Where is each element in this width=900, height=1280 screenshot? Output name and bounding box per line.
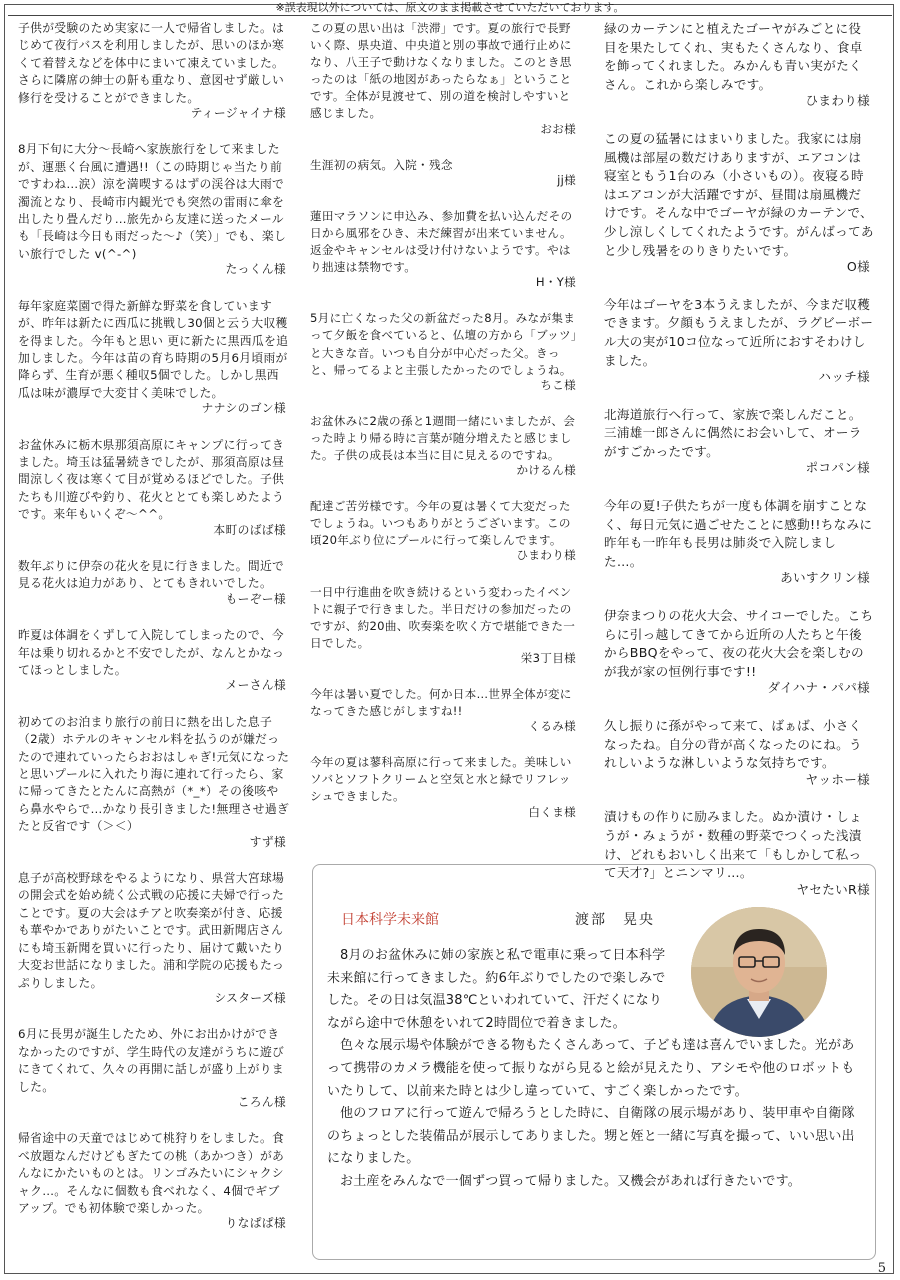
comment-author: かけるん様 — [516, 463, 576, 478]
comment-author: ひまわり様 — [805, 93, 870, 109]
comment-author: おお様 — [540, 121, 576, 136]
comment-author: O様 — [846, 259, 870, 275]
comment-author: たっくん様 — [225, 262, 286, 277]
reader-comment — [18, 20, 290, 122]
comment-text: 息子が高校野球をやるようになり、県営大宮球場の開会式を始め続く公式戦の応援に夫婦で行ったことです。夏の大会はチアと吹奏楽が付き、応援も華やかでありがたいことです。武田新聞店さんにも埼玉新聞を買いに行ったり、届けて戴いたり大変お世話になりました。浦和学院の応援もたっぷりしました。 — [18, 871, 285, 990]
comment-text: 一日中行進曲を吹き続けるという変わったイベントに親子で行きました。半日だけの参加だったのですが、約20曲、吹奏楽を吹く方で堪能できた一日でした。 — [310, 584, 576, 650]
comment-text: 毎年家庭菜園で得た新鮮な野菜を食していますが、昨年は新たに西瓜に挑戦し30個と云う大収穫を得ました。今年もと思い 更に新たに黒西瓜を追加しました。今年は苗の育ち時期の5月6月頃雨が降らず、生育が悪く種収5個でした。しかし黒西瓜は味が濃厚で大変甘く美味でした。 — [18, 298, 289, 400]
reader-comment — [18, 1130, 290, 1232]
comment-text: 5月に亡くなった父の新盆だった8月。みなが集まって夕飯を食べていると、仏壇の方から「ブッツ」と大きな音。いつも自分が中心だった父。きっと、帰ってるよと主張したかったのでしょうね。 — [310, 311, 577, 377]
comment-author: ヤッホー様 — [805, 771, 870, 787]
comment-text: 初めてのお泊まり旅行の前日に熱を出した息子（2歳）ホテルのキャンセル料を払うのが嫌だったので連れていったらおおはしゃぎ!元気になったと思いプールに入れたり海に連れて行ったら、家に帰ってきたとたんに高熱が（*_*）その後咳やら鼻水やらで…かなり長引きました!無理させ過ぎたと反省です（＞＜） — [18, 714, 290, 834]
comment-text: 数年ぶりに伊奈の花火を見に行きました。間近で見る花火は迫力があり、とてもきれいでした。 — [18, 558, 285, 591]
comment-text: この夏の猛暑にはまいりました。我家には扇風機は部屋の数だけありますが、エアコンは寝室ともう1台のみ（小さいもの）。夜寝る時はエアコンが大活躍ですが、昼間は扇風機だけです。そんな中でゴーヤが緑のカーテンで、少し涼しくしてくれたようです。がんばってあと少し残暑をのりきりたいです。 — [604, 130, 874, 258]
feature-box — [312, 864, 876, 1260]
comment-text: 北海道旅行へ行って、家族で楽しんだこと。三浦雄一郎さんに偶然にお会いして、オーラがすごかったです。 — [604, 406, 862, 459]
reader-comment — [18, 627, 290, 695]
comment-author: ポコパン様 — [805, 460, 870, 476]
comment-text: 配達ご苦労様です。今年の夏は暑くて大変だったでしょうね。いつもありがとうございます。この頃20年ぶり位にプールに行って楽しんでます。 — [310, 499, 571, 548]
reader-comment — [18, 558, 290, 608]
reader-comment — [310, 754, 580, 820]
comment-author: 栄3丁目様 — [520, 650, 576, 665]
feature-body — [327, 945, 863, 1194]
comment-author: あいすクリン様 — [780, 570, 870, 586]
column-2 — [310, 20, 580, 840]
reader-comment — [310, 413, 580, 479]
notice-text: ※誤表現以外については、原文のまま掲載させていただいております。 — [275, 1, 625, 14]
comment-text: 今年の夏は蓼科高原に行って来ました。美味しいソバとソフトクリームと空気と水と緑でリフレッシュできました。 — [310, 755, 572, 804]
feature-paragraph: 色々な展示場や体験ができる物もたくさんあって、子ども達は喜んでいました。光があって携帯のカメラ機能を使って振りながら見ると絵が見えたり、アシモや他のロボットもいたりして、以前来た時とは少し違っていて、すごく楽しかったです。 — [327, 1038, 855, 1099]
comment-author: ちこ様 — [540, 377, 576, 392]
comment-text: お盆休みに2歳の孫と1週間一緒にいましたが、会った時より帰る時に言葉が随分増えたと感じました。子供の成長は本当に目に見えるのですね。 — [310, 413, 576, 462]
comment-author: シスターズ様 — [214, 990, 286, 1005]
reader-comment — [310, 310, 580, 393]
comment-author: jj様 — [557, 172, 576, 187]
comment-text: 6月に長男が誕生したため、外にお出かけができなかったのですが、学生時代の友達がうちに遊びにきてくれて、久々の再開に話しが盛り上がりました。 — [18, 1027, 285, 1094]
comment-author: ハッチ様 — [818, 369, 870, 385]
comment-text: 今年はゴーヤを3本うえましたが、今まだ収穫できます。夕顔もうえましたが、ラグビーボール大の実が10コ位なって近所におすそわけしました。 — [604, 296, 874, 368]
column-1 — [18, 20, 290, 1252]
comment-author: ころん様 — [237, 1094, 286, 1109]
comment-text: 今年の夏!子供たちが一度も体調を崩すことなく、毎日元気に過ごせたことに感動!!ちなみに昨年も一昨年も長男は肺炎で入院しました…。 — [604, 498, 873, 569]
reader-comment — [18, 437, 290, 539]
comment-author: ヤセたいR様 — [796, 881, 870, 897]
reader-comment — [18, 298, 290, 418]
feature-paragraph: お土産をみんなで一個ずつ買って帰りました。又機会があれば行きたいです。 — [340, 1173, 801, 1189]
reader-comment — [604, 497, 874, 588]
reader-comment — [310, 584, 580, 667]
feature-author: 渡部 晃央 — [575, 912, 655, 928]
reader-comment — [18, 141, 290, 278]
comment-text: お盆休みに栃木県那須高原にキャンプに行ってきました。埼玉は猛暑続きでしたが、那須高原は昼間涼しく夜は寒くて目が覚めるほどでした。子供たちも川遊びや釣り、花火ととても楽しめたようです。来年もいくぞ～^^。 — [18, 437, 285, 522]
reader-comment — [18, 870, 290, 1007]
comment-author: ティージャイナ様 — [190, 106, 286, 121]
reader-comment — [310, 20, 580, 138]
comment-author: くるみ様 — [528, 719, 576, 734]
comment-author: ひまわり様 — [516, 548, 576, 563]
feature-paragraph: 他のフロアに行って遊んで帰ろうとした時に、自衛隊の展示場があり、装甲車や自衛隊のちょっとした装備品が展示してありました。甥と姪と一緒に写真を撮って、いい思い出になりました。 — [327, 1106, 855, 1167]
comment-author: ダイハナ・パパ様 — [767, 680, 870, 696]
reader-comment — [18, 714, 290, 851]
comment-text: 帰省途中の天童ではじめて桃狩りをしました。食べ放題なんだけどもぎたての桃（あかつき）があんなにかたいものとは。リンゴみたいにシャクシャク…。そんなに個数も食べれなく、4個でギブアップ。でも初体験で楽しかった。 — [18, 1131, 285, 1215]
reader-comment — [604, 20, 874, 111]
comment-author: もーぞー様 — [225, 591, 286, 606]
comment-author: 白くま様 — [528, 804, 576, 819]
comment-author: すず様 — [249, 834, 286, 849]
comment-text: 漬けもの作りに励みました。ぬか漬け・しょうが・みょうが・数種の野菜でつくった浅漬け、どれもおいしく出来て「もしかして私って天才?」とニンマリ…。 — [604, 809, 862, 881]
feature-paragraph: 8月のお盆休みに姉の家族と私で電車に乗って日本科学未来館に行ってきました。約6年ぶりでしたので楽しみでした。その日は気温38℃といわれていて、汗だくになりながら途中で休憩をいれて2時間位で着きました。 — [327, 948, 666, 1031]
reader-comment — [604, 130, 874, 277]
reader-comment — [604, 607, 874, 698]
comment-text: 今年は暑い夏でした。何か日本…世界全体が変になってきた感じがしますね!! — [310, 687, 572, 719]
comment-text: 緑のカーテンにと植えたゴーヤがみごとに役目を果たしてくれ、実もたくさんなり、食卓を飾ってくれました。みかんも青い実がたくさん。これから楽しみです。 — [604, 21, 863, 92]
comment-text: 8月下旬に大分～長崎へ家族旅行をして来ましたが、運悪く台風に遭遇!!（この時期じゃ当たり前ですわね…涙）涼を満喫するはずの渓谷は大雨で濁流となり、長崎市内観光でも突然の雷雨に傘を出したり畳んだり…旅先から友達に送ったメールも「長崎は今日も雨だった～♪（笑）」でも、楽しい旅行でした v(^-^) — [18, 142, 287, 261]
comment-text: 久し振りに孫がやって来て、ばぁば、小さくなったね。自分の背が高くなったのにね。うれしいような淋しいような気持ちです。 — [604, 718, 862, 771]
page-number: 5 — [877, 1261, 886, 1276]
reader-comment — [310, 498, 580, 564]
comment-text: 子供が受験のため実家に一人で帰省しました。はじめて夜行バスを利用しましたが、思いのほか寒くて着替えなどを体中にまいて凍えていました。さらに隣席の紳士の鼾も重なり、意図せず厳しい修行を受けることができました。 — [18, 21, 285, 105]
comment-text: 蓮田マラソンに申込み、参加費を払い込んだその日から風邪をひき、未だ練習が出来ていません。返金やキャンセルは受け付けないようです。やはり拙速は禁物です。 — [310, 208, 573, 275]
reader-comment — [604, 296, 874, 387]
comment-text: 昨夏は体調をくずして入院してしまったので、今年は乗り切れるかと不安でしたが、なんとかなってほっとしました。 — [18, 628, 285, 677]
comment-author: H・Y様 — [535, 275, 576, 290]
reader-comment — [18, 1026, 290, 1111]
comment-author: 本町のばば様 — [213, 522, 286, 537]
feature-title: 日本科学未来館 — [341, 912, 439, 928]
reader-comment — [604, 717, 874, 789]
comment-author: りなぱぱ様 — [225, 1216, 286, 1231]
reader-comment — [310, 208, 580, 291]
comment-author: メーさん様 — [225, 678, 286, 693]
comment-text: 伊奈まつりの花火大会、サイコーでした。こちらに引っ越してきてから近所の人たちと午後からBBQをやって、夜の花火大会を楽しむのが我が家の恒例行事です!! — [604, 608, 874, 679]
reader-comment — [310, 157, 580, 189]
column-3 — [604, 20, 874, 918]
comment-text: 生涯初の病気。入院・残念 — [310, 157, 453, 172]
reader-comment — [310, 686, 580, 735]
reader-comment — [604, 406, 874, 478]
comment-author: ナナシのゴン様 — [201, 401, 286, 416]
comment-text: この夏の思い出は「渋滞」です。夏の旅行で長野いく際、県央道、中央道と別の事故で通行止めになり、八王子で動けなくなりました。このとき思ったのは「紙の地図があったらなぁ」ということです。全体が見渡せて、別の道を検討しやすいと感じました。 — [310, 21, 572, 121]
header-rule — [8, 15, 892, 16]
